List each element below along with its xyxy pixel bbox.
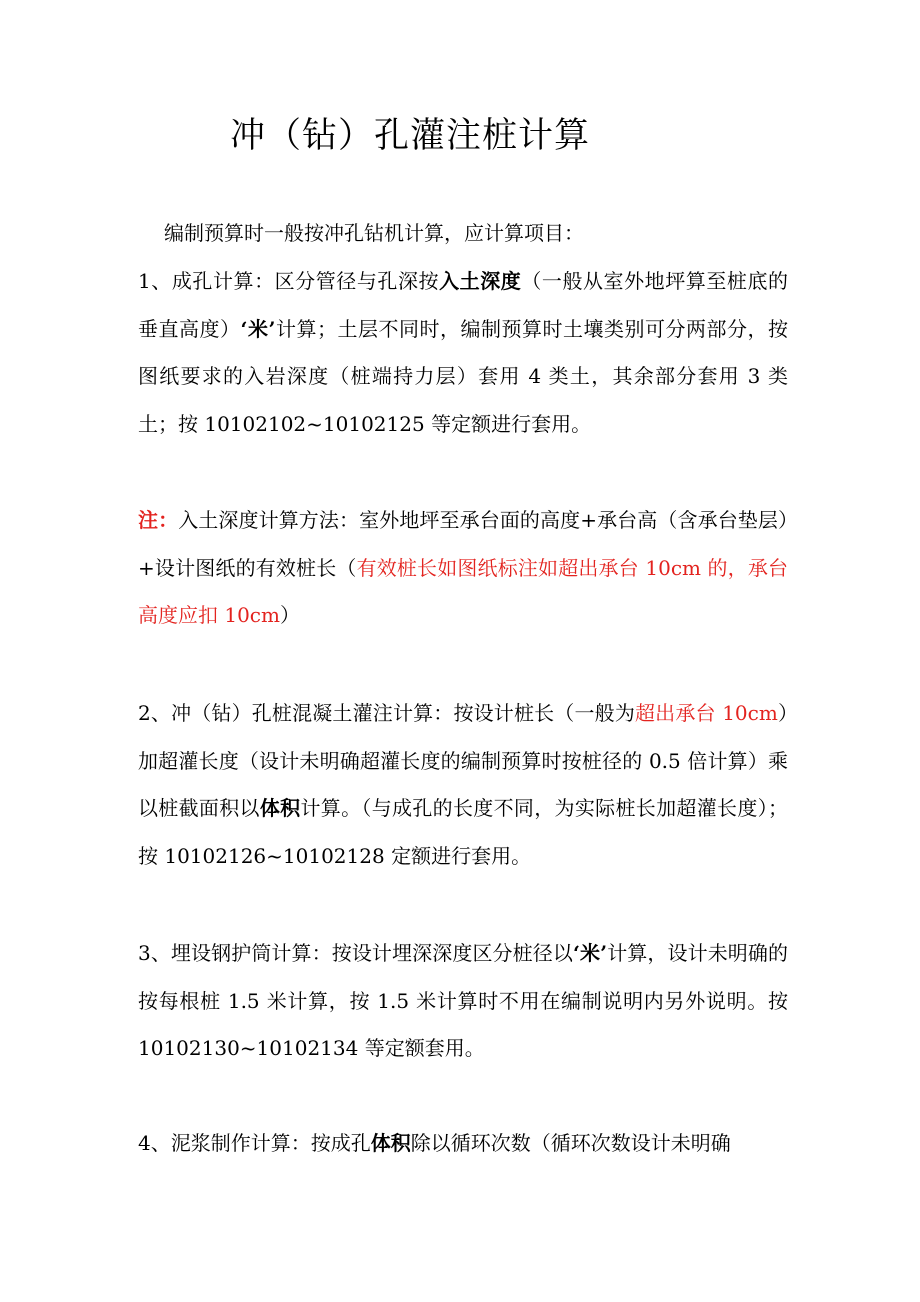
section-1-text-e: 计算；土层不同时，编制预算时土壤类别可分两部分，按图纸要求的入岩深度（桩端持力层）套用 4 类土，其余部分套用 3 类土；按 10102102~10102125 等定额进行套用。: [138, 316, 789, 436]
section-3-text-a: 3、埋设钢护筒计算：按设计埋深深度区分桩径以: [138, 941, 573, 965]
section-2-text-e: 计算。（与成孔的长度不同，为实际桩长加超灌长度）；按 10102126~10102128 定额进行套用。: [138, 796, 788, 868]
intro-paragraph: 编制预算时一般按冲孔钻机计算，应计算项目：: [164, 221, 584, 245]
note-label: 注：: [138, 508, 179, 532]
section-1-paragraph: [138, 258, 788, 448]
note-red-text: 有效桩长如图纸标注如超出承台 10cm 的，承台高度应扣 10cm: [138, 555, 788, 627]
document-title: 冲（钻）孔灌注桩计算: [230, 116, 591, 156]
section-1-text-a: 1、成孔计算：区分管径与孔深按: [138, 269, 440, 293]
section-2-paragraph: [138, 690, 788, 880]
section-1-bold-meter: ‘米’: [240, 316, 276, 341]
section-2-text-a: 2、冲（钻）孔桩混凝土灌注计算：按设计桩长（一般为: [138, 701, 635, 725]
section-3-text-c: 计算，设计未明确的按每根桩 1.5 米计算，按 1.5 米计算时不用在编制说明内另外说明。按 10102130~10102134 等定额套用。: [138, 941, 789, 1060]
note-paragraph: [138, 497, 788, 640]
section-2-bold-volume: 体积: [259, 796, 301, 820]
section-1-bold-depth: 入土深度: [439, 269, 522, 293]
note-text-c: ）: [279, 603, 300, 627]
section-3-paragraph: [138, 930, 788, 1073]
section-4-bold-volume: 体积: [370, 1131, 411, 1155]
section-2-red-text: 超出承台 10cm: [634, 701, 778, 725]
section-4-paragraph: [138, 1120, 788, 1168]
section-4-text-c: 除以循环次数（循环次数设计未明确: [410, 1131, 731, 1155]
section-4-text-a: 4、泥浆制作计算：按成孔: [138, 1131, 371, 1155]
section-2-text-c: ）加超灌长度（设计未明确超灌长度的编制预算时按桩径的 0.5 倍计算）乘以桩截面积以: [138, 701, 788, 820]
section-3-bold-meter: ‘米’: [572, 941, 608, 965]
note-text-a: 入土深度计算方法：室外地坪至承台面的高度+承台高（含承台垫层）+设计图纸的有效桩长（: [138, 508, 788, 580]
section-1-text-c: （一般从室外地坪算至桩底的垂直高度）: [138, 269, 789, 341]
